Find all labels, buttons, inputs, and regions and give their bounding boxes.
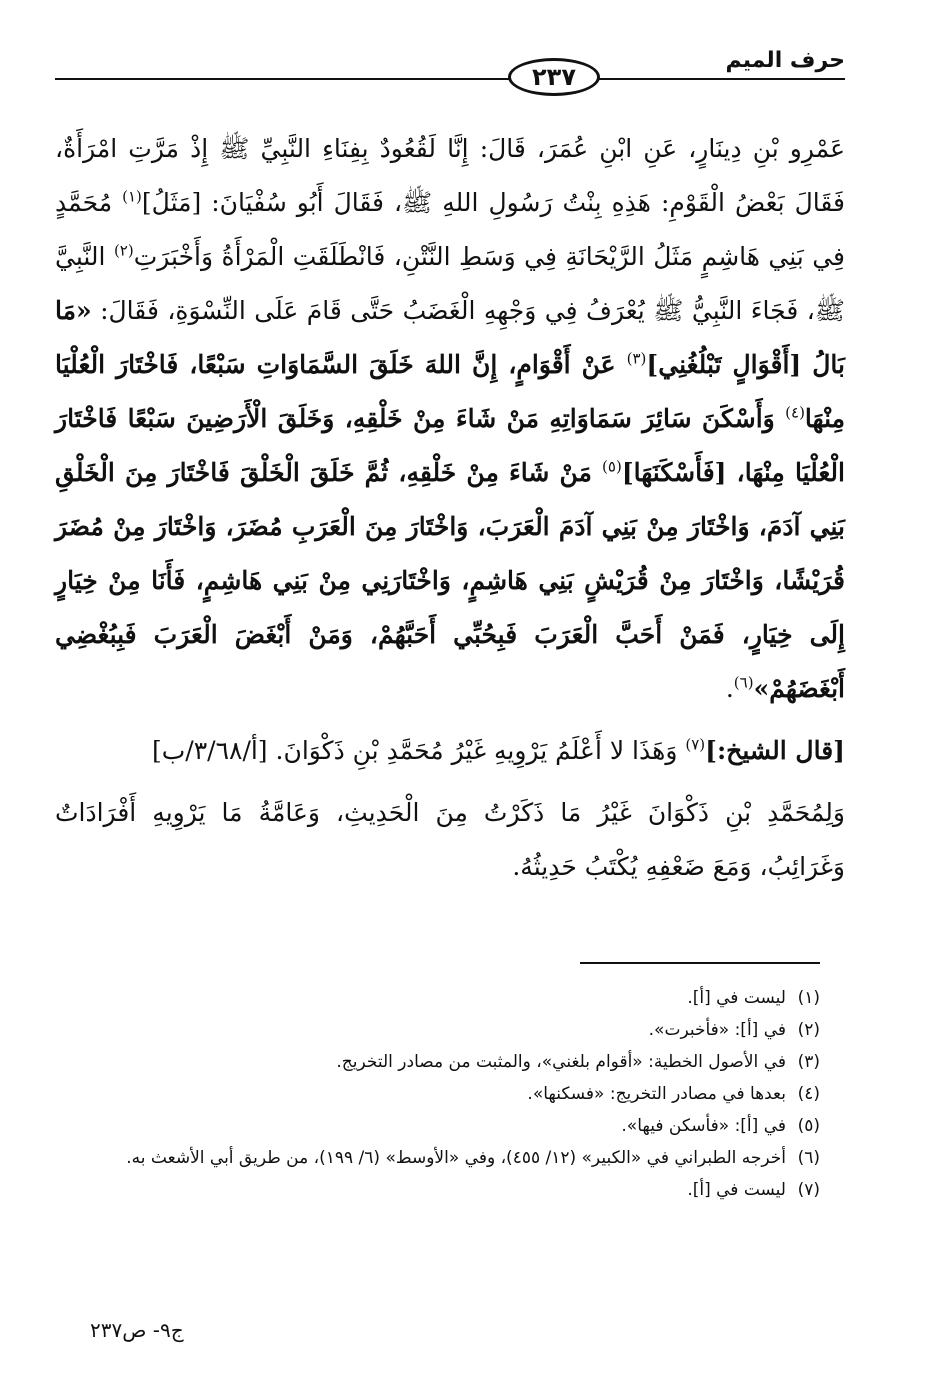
volume-page-reference: ج٩- ص٢٣٧ [90, 1318, 184, 1342]
footnote-item [55, 1142, 820, 1174]
footnote-text: في الأصول الخطية: «أقوام بلغني»، والمثبت من مصادر التخريج. [336, 1052, 786, 1072]
hadith-paragraph [55, 122, 845, 716]
footnote-text: أخرجه الطبراني في «الكبير» (١٢/ ٤٥٥)، وفي «الأوسط» (٦/ ١٩٩)، من طريق أبي الأشعث به. [126, 1148, 786, 1168]
text-segment: وَهَذَا لا أَعْلَمُ يَرْوِيهِ غَيْرُ مُحَمَّدِ بْنِ ذَكْوَانَ. [أ/٣/٦٨/ب] [152, 736, 686, 765]
footnote-item [55, 1110, 820, 1142]
footnote-ref: (٦) [733, 673, 754, 692]
footnote-item [55, 1014, 820, 1046]
header-rule [55, 78, 845, 80]
footnote-number: (٢) [797, 1020, 820, 1040]
footnote-ref: (٧) [685, 735, 706, 754]
page-number: ٢٣٧ [508, 58, 600, 96]
text-segment: عَمْرِو بْنِ دِينَارٍ، عَنِ ابْنِ عُمَرَ، قَالَ: إِنَّا لَقُعُودٌ بِفِنَاءِ النَّبِيِّ ﷺ إِذْ مَرَّتِ امْرَأَةٌ، فَقَالَ بَعْضُ الْقَوْمِ: هَذِهِ بِنْتُ رَسُولِ اللهِ ﷺ، فَقَالَ أَبُو سُفْيَانَ: [مَثَلُ] [55, 134, 846, 217]
footnote-separator [580, 962, 820, 964]
footnotes-list [55, 982, 820, 1206]
closing-paragraph: وَلِمُحَمَّدِ بْنِ ذَكْوَانَ غَيْرُ مَا ذَكَرْتُ مِنَ الْحَدِيثِ، وَعَامَّةُ مَا يَرْوِيهِ أَفْرَادَاتٌ وَغَرَائِبُ، وَمَعَ ضَعْفِهِ يُكْتَبُ حَدِيثُهُ. [55, 798, 845, 881]
footnote-ref: (٥) [602, 457, 622, 476]
footnote-text: في [أ]: «فأسكن فيها». [621, 1116, 786, 1136]
hadith-quote: وَأَسْكَنَ سَائِرَ سَمَاوَاتِهِ مَنْ شَاءَ مِنْ خَلْقِهِ، وَخَلَقَ الْأَرَضِينَ سَبْعًا فَاخْتَارَ الْعُلْيَا مِنْهَا، [فَأَسْكَنَهَا] [55, 404, 845, 487]
text-segment: النَّبِيَّ ﷺ، فَجَاءَ النَّبِيُّ ﷺ يُعْرَفُ فِي وَجْهِهِ الْغَضَبُ حَتَّى قَامَ عَلَى النِّسْوَةِ، فَقَالَ: [55, 242, 845, 325]
hadith-quote: «مَا بَالُ [أَقْوَالٍ تَبْلُغُنِي] [55, 296, 845, 379]
footnote-text: ليست في [أ]. [687, 988, 786, 1008]
text-segment: . [725, 674, 734, 703]
footnote-number: (٤) [797, 1084, 820, 1104]
footnote-number: (١) [797, 988, 820, 1008]
sheikh-label: [قال الشيخ:] [705, 736, 845, 765]
footnote-ref: (٢) [113, 241, 134, 260]
footnote-text: في [أ]: «فأخبرت». [648, 1020, 786, 1040]
footnote-number: (٧) [797, 1180, 820, 1200]
page-header [55, 40, 845, 100]
footnote-item [55, 1046, 820, 1078]
main-text [55, 122, 845, 894]
footnote-ref: (١) [122, 187, 142, 206]
footnote-ref: (٤) [785, 403, 805, 422]
footnote-item [55, 1174, 820, 1206]
footnote-number: (٦) [797, 1148, 820, 1168]
footnote-number: (٣) [797, 1052, 820, 1072]
sheikh-paragraph [55, 724, 845, 778]
footnote-item [55, 1078, 820, 1110]
chapter-title: حرف الميم [725, 48, 845, 73]
hadith-quote: مَنْ شَاءَ مِنْ خَلْقِهِ، ثُمَّ خَلَقَ الْخَلْقَ فَاخْتَارَ مِنَ الْخَلْقِ بَنِي آدَمَ، وَاخْتَارَ مِنْ بَنِي آدَمَ الْعَرَبَ، وَاخْتَارَ مِنَ الْعَرَبِ مُضَرَ، وَاخْتَارَ مِنْ مُضَرَ قُرَيْشًا، وَاخْتَارَ مِنْ قُرَيْشٍ بَنِي هَاشِمٍ، وَاخْتَارَنِي مِنْ بَنِي هَاشِمٍ، فَأَنَا مِنْ خِيَارٍ إِلَى خِيَارٍ، فَمَنْ أَحَبَّ الْعَرَبَ فَبِحُبِّي أَحَبَّهُمْ، وَمَنْ أَبْغَضَ الْعَرَبَ فَبِبُغْضِي أَبْغَضَهُمْ» [55, 458, 845, 703]
footnote-item [55, 982, 820, 1014]
text-segment: مُحَمَّدٍ فِي بَنِي هَاشِمٍ مَثَلُ الرَّيْحَانَةِ فِي وَسَطِ النَّتْنِ، فَانْطَلَقَتِ الْمَرْأَةُ وَأَخْبَرَتِ [55, 188, 845, 271]
footnote-number: (٥) [797, 1116, 820, 1136]
hadith-quote: عَنْ أَقْوَامٍ، إِنَّ اللهَ خَلَقَ السَّمَاوَاتِ سَبْعًا، فَاخْتَارَ الْعُلْيَا مِنْهَا [55, 350, 845, 433]
footnote-text: بعدها في مصادر التخريج: «فسكنها». [527, 1084, 786, 1104]
footnote-ref: (٣) [626, 349, 647, 368]
footnote-text: ليست في [أ]. [687, 1180, 786, 1200]
